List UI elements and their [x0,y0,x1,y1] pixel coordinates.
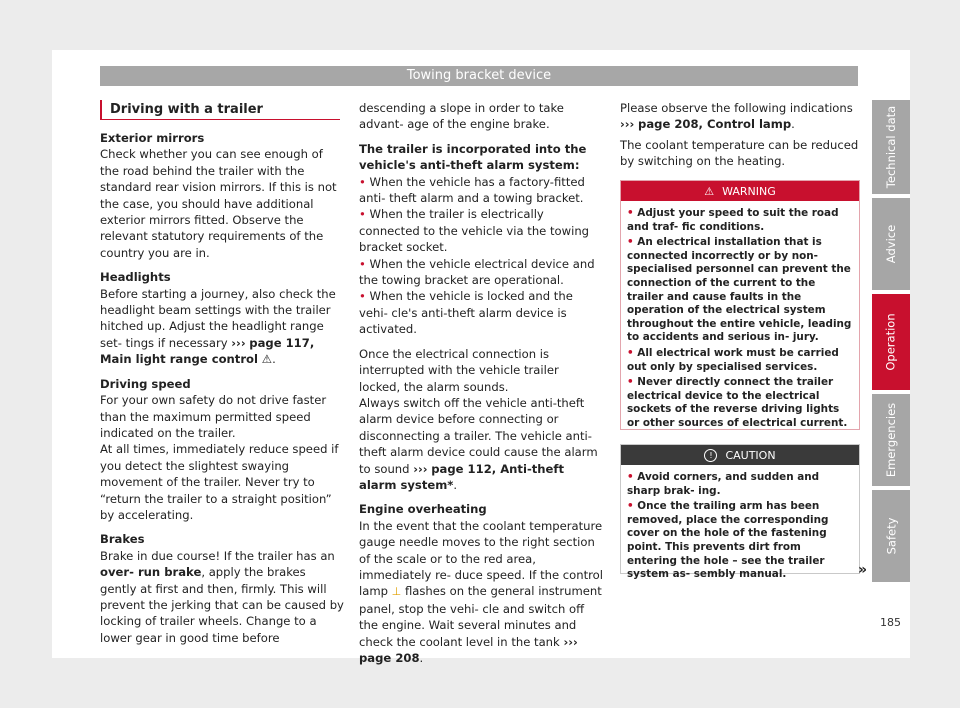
heading-exterior-mirrors: Exterior mirrors [100,131,205,145]
list-item: • Once the trailing arm has been removed, place the corresponding cover on the hole of the fastening point. This prevents dirt from entering the hole – see the trailer system as- sembly manual. [627,500,829,581]
list-item: • Avoid corners, and sudden and sharp brak- ing. [627,471,820,497]
heading-engine-overheating: Engine overheating [359,502,487,517]
info-circle-icon: ! [704,449,717,462]
arrow-icon: ››› [413,461,428,476]
column-3 [620,100,860,170]
list-item: • Never directly connect the trailer electrical device to the electrical sockets of the reverse driving lights or other sources of electrical current. [627,376,848,429]
arrow-icon: ››› [563,634,578,649]
xref-anti-theft[interactable]: page 112, Anti-theft alarm system* [359,461,564,492]
list-item: • An electrical installation that is connected incorrectly or by non-specialised personnel can prevent the connection of the current to the trailer and cause faults in the operation of the electrical system throughout the entire vehicle, leading to accidents and serious in- jury. [627,236,852,344]
tab-operation[interactable]: Operation [872,294,910,390]
caution-header [621,445,859,465]
warning-ref-icon: ⚠ [261,352,273,367]
tab-advice[interactable]: Advice [872,198,910,290]
list-item: • When the vehicle is locked and the vehi- cle's anti-theft alarm device is activated. [359,289,573,337]
continue-arrow-icon: » [858,562,868,578]
xref-control-lamp[interactable]: page 208, Control lamp [638,117,792,132]
xref-main-light-range[interactable]: page 117, Main light range control [100,335,315,367]
heading-brakes: Brakes [100,532,145,547]
coolant-lamp-icon: ⊥ [391,585,402,599]
list-item: • All electrical work must be carried out only by specialised services. [627,346,839,373]
page-number: 185 [880,616,901,629]
warning-triangle-icon: ⚠ [704,184,715,198]
text-alarm-sounds: Once the electrical connection is interrupted with the vehicle trailer locked, the alarm sounds. [359,346,559,394]
text-observe-indications: Please observe the following indications ››› page 208, Control lamp. [620,101,853,132]
text-driving-speed-2: At all times, immediately reduce speed if you detect the slightest swaying movement of the trailer. Never try to “return the trailer to a straight position” by accelerating. [100,442,339,522]
text-driving-speed-1: For your own safety do not drive faster than the maximum permitted speed indicated on the trailer. [100,393,327,440]
warning-header [621,181,859,201]
list-item: • When the vehicle electrical device and the towing bracket are operational. [359,256,595,288]
warning-title: WARNING [722,184,776,198]
list-item: • When the trailer is electrically connected to the vehicle via the towing bracket socket. [359,207,590,255]
column-1 [100,130,344,646]
text-exterior-mirrors: Check whether you can see enough of the road behind the trailer with the standard rear vision mirrors. If this is not the case, you should have additional exterior mirrors fitted. Observe the relevant statutory requirements of the country you are in. [100,147,337,260]
heading-headlights: Headlights [100,270,171,285]
section-title: Driving with a trailer [100,100,340,120]
heading-anti-theft: The trailer is incorporated into the vehicle's anti-theft alarm system: [359,141,587,173]
caution-box [620,444,860,581]
text-headlights: Before starting a journey, also check the headlight beam settings with the trailer hitched up. Adjust the headlight range set- tings if necessary ››› page 117, Main light range control ⚠. [100,286,336,367]
arrow-icon: ››› [620,117,635,132]
text-switch-off-alarm: Always switch off the vehicle anti-theft alarm device before connecting or disconnecting a trailer. The vehicle anti-theft alarm device could cause the alarm to sound ››› page 112, Anti-theft alarm system*. [359,395,598,492]
caution-body [621,465,859,582]
column-2 [359,100,603,666]
caution-title: CAUTION [725,448,776,462]
section-rule [100,119,340,120]
chapter-header: Towing bracket device [100,66,858,86]
xref-page-208[interactable]: page 208 [359,651,420,665]
warning-box [620,180,860,430]
text-engine-overheating: In the event that the coolant temperature gauge needle moves to the right section of the scale or to the red area, immediately re- duce speed. If the control lamp ⊥ flashes on the general instrument panel, stop the vehi- cle and switch off the engine. Wait several minutes and check the coolant level in the tank ››› page 208. [359,518,603,665]
arrow-icon: ››› [231,335,246,350]
warning-body [621,201,859,431]
list-item: • Adjust your speed to suit the road and traf- fic conditions. [627,207,839,233]
text-coolant-heating: The coolant temperature can be reduced by switching on the heating. [620,137,859,169]
tab-safety[interactable]: Safety [872,490,910,582]
list-item: • When the vehicle has a factory-fitted anti- theft alarm and a towing bracket. [359,174,585,206]
tab-emergencies[interactable]: Emergencies [872,394,910,486]
heading-driving-speed: Driving speed [100,376,191,391]
tab-technical-data[interactable]: Technical data [872,100,910,194]
text-brakes: Brake in due course! If the trailer has an over- run brake, apply the brakes gently at first and then, firmly. This will prevent the jerking that can be caused by locking of trailer wheels. Change to a lower gear in good time before [100,548,344,645]
text-engine-brake: descending a slope in order to take advant- age of the engine brake. [359,101,564,132]
